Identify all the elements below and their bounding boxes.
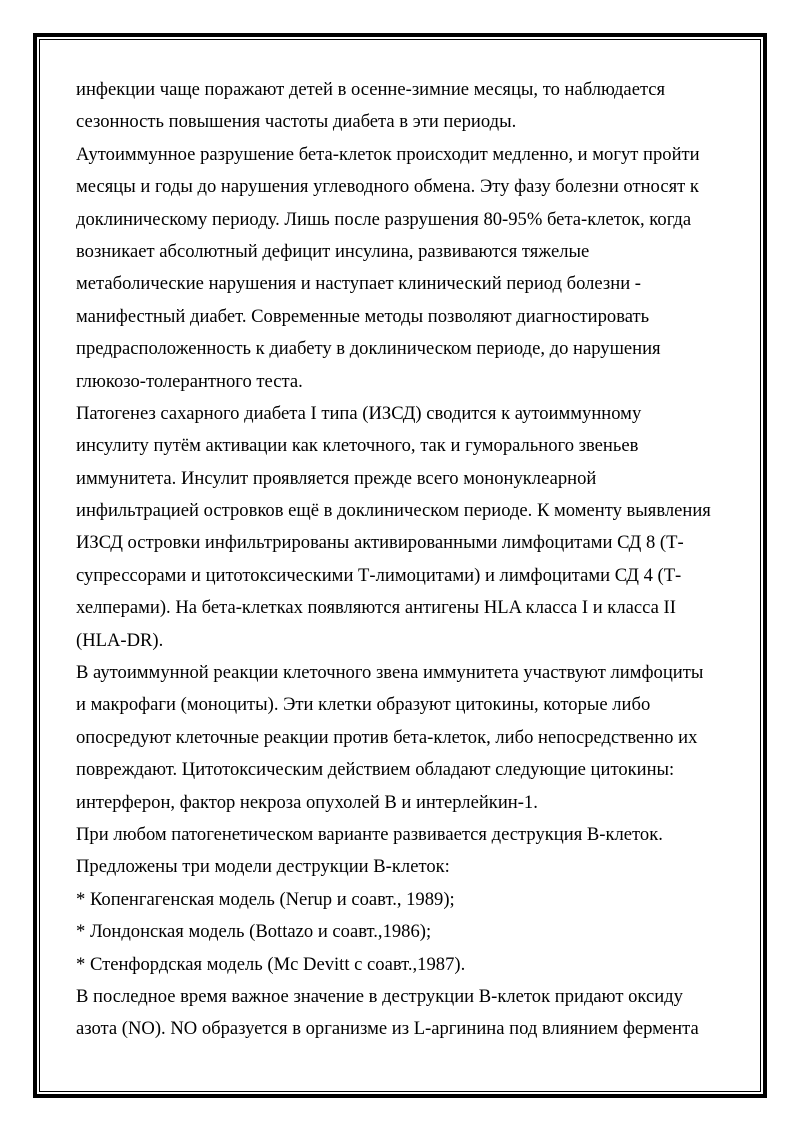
text-line: инфильтрацией островков ещё в доклиническом периоде. К моменту выявления [76,500,711,522]
text-line: иммунитета. Инсулит проявляется прежде всего мононуклеарной [76,467,597,489]
text-line: В последное время важное значение в деструкции В-клеток придают оксиду [76,985,683,1007]
text-line: метаболические нарушения и наступает клинический период болезни - [76,273,642,295]
text-line: супрессорами и цитотоксическими Т-лимоцитами) и лимфоцитами СД 4 (Т- [76,564,682,586]
text-line: инфекции чаще поражают детей в осенне-зимние месяцы, то наблюдается [76,79,666,100]
text-line: Аутоиммунное разрушение бета-клеток происходит медленно, и могут пройти [76,143,700,165]
text-line: При любом патогенетическом варианте развивается деструкция В-клеток. [76,823,663,845]
text-line: и макрофаги (моноциты). Эти клетки образуют цитокины, которые либо [76,694,651,716]
text-line: хелперами). На бета-клетках появляются антигены HLA класса I и класса II [76,597,676,619]
document-body [76,74,736,1046]
text-line: доклиническому периоду. Лишь после разрушения 80-95% бета-клеток, когда [76,208,692,230]
text-line: (HLA-DR). [76,629,164,651]
text-line: опосредуют клеточные реакции против бета-клеток, либо непосредственно их [76,726,698,748]
text-line: Патогенез сахарного диабета I типа (ИЗСД) сводится к аутоиммунному [76,402,642,424]
text-line: месяцы и годы до нарушения углеводного обмена. Эту фазу болезни относят к [76,176,699,198]
text-line: ИЗСД островки инфильтрированы активированными лимфоцитами СД 8 (Т- [76,532,684,554]
list-item: * Копенгагенская модель (Nerup и соавт., 1989); [76,888,455,910]
text-line: интерферон, фактор некроза опухолей В и интерлейкин-1. [76,791,538,813]
text-line: азота (NO). NO образуется в организме из L-аргинина под влиянием фермента [76,1018,699,1040]
text-line: повреждают. Цитотоксическим действием обладают следующие цитокины: [76,759,675,781]
text-line: сезонность повышения частоты диабета в эти периоды. [76,111,517,133]
text-line: Предложены три модели деструкции В-клеток: [76,856,450,878]
text-line: предрасположенность к диабету в доклиническом периоде, до нарушения [76,338,661,360]
text-line: инсулиту путём активации как клеточного, так и гуморального звеньев [76,435,639,457]
text-line: В аутоиммунной реакции клеточного звена иммунитета участвуют лимфоциты [76,662,704,684]
text-line: глюкозо-толерантного теста. [76,370,303,392]
list-item: * Лондонская модель (Bottazo и соавт.,1986); [76,921,432,943]
text-line: возникает абсолютный дефицит инсулина, развиваются тяжелые [76,240,590,262]
text-line: манифестный диабет. Современные методы позволяют диагностировать [76,305,650,327]
list-item: * Стенфордская модель (Mc Devitt с соавт.,1987). [76,953,466,975]
